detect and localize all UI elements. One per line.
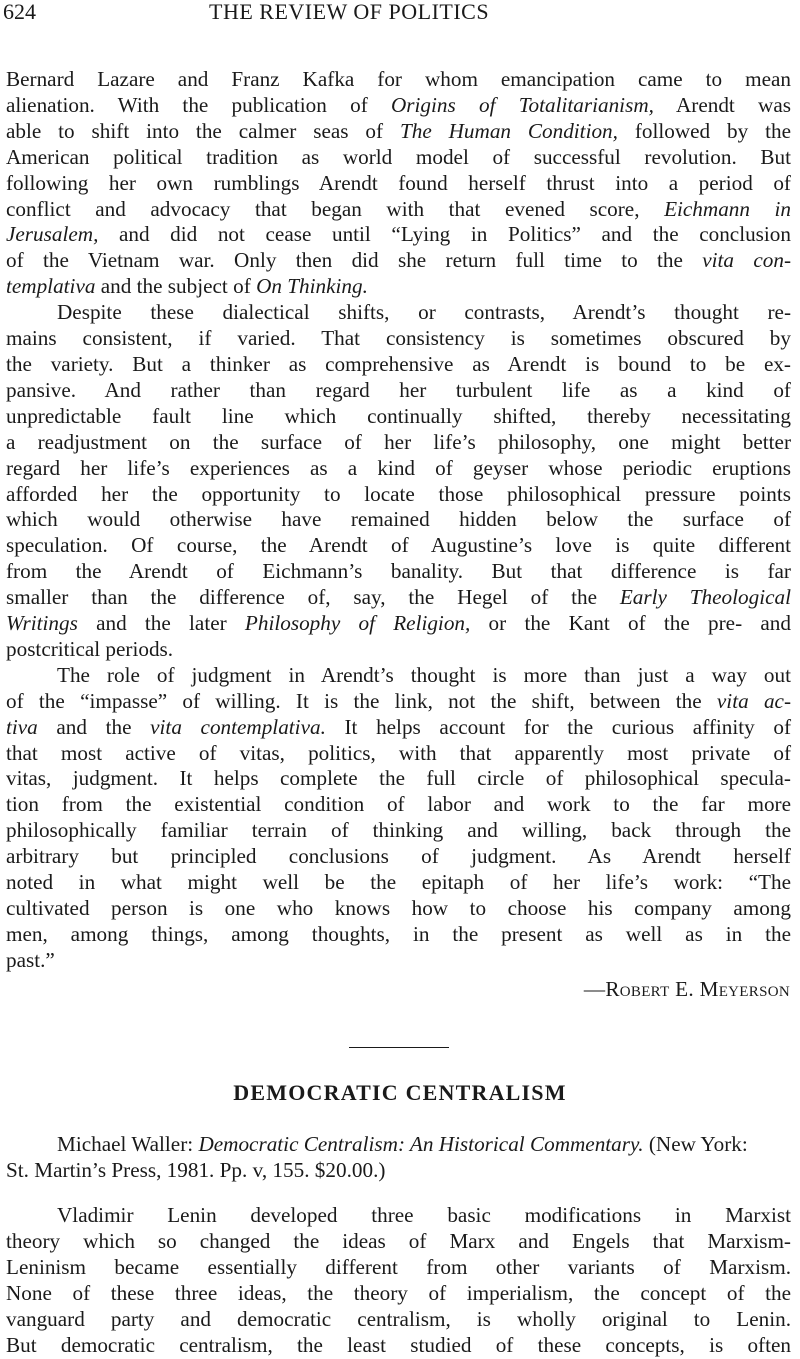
- paragraph: [6, 1203, 791, 1358]
- text-line: smaller than the difference of, say, the Hegel of the Early Theological: [6, 585, 791, 610]
- text-line: regard her life’s experiences as a kind of geyser whose periodic eruptions: [6, 455, 791, 480]
- text-line: vitas, judgment. It helps complete the full circle of philosophical specula-: [6, 766, 791, 791]
- text-line: pansive. And rather than regard her turbulent life as a kind of: [6, 377, 791, 402]
- text-line: Bernard Lazare and Franz Kafka for whom emancipation came to mean: [6, 67, 791, 91]
- section-title: DEMOCRATIC CENTRALISM: [233, 1080, 567, 1105]
- text-line: able to shift into the calmer seas of The Human Condition, followed by the: [6, 118, 791, 143]
- text-line: tiva and the vita contemplativa. It helps account for the curious affinity of: [6, 714, 792, 739]
- text-line: philosophically familiar terrain of thinking and willing, back through the: [6, 818, 791, 843]
- running-header: [3, 0, 795, 26]
- text-line: The role of judgment in Arendt’s thought is more than just a way out: [57, 662, 791, 687]
- paragraph: [6, 67, 791, 300]
- text-line: men, among things, among thoughts, in the present as well as in the: [6, 921, 791, 946]
- citation-line: St. Martin’s Press, 1981. Pp. v, 155. $20.00.): [6, 1158, 386, 1182]
- review-text: [6, 67, 791, 974]
- text-line: speculation. Of course, the Arendt of Augustine’s love is quite different: [6, 533, 791, 558]
- text-line: arbitrary but principled conclusions of judgment. As Arendt herself: [6, 844, 791, 869]
- text-line: Vladimir Lenin developed three basic modifications in Marxist: [57, 1203, 791, 1227]
- text-line: of the “impasse” of willing. It is the link, not the shift, between the vita ac-: [6, 688, 791, 713]
- text-line: cultivated person is one who knows how to choose his company among: [6, 896, 791, 920]
- text-line: postcritical periods.: [6, 636, 174, 661]
- journal-title: THE REVIEW OF POLITICS: [209, 0, 490, 24]
- text-line: unpredictable fault line which continually shifted, thereby necessitating: [6, 403, 791, 428]
- text-line: tion from the existential condition of labor and work to the far more: [6, 792, 791, 817]
- text-line: afforded her the opportunity to locate those philosophical pressure points: [6, 481, 791, 506]
- text-line: past.”: [6, 947, 55, 972]
- text-line: following her own rumblings Arendt found herself thrust into a period of: [6, 170, 791, 195]
- text-line: mains consistent, if varied. That consistency is sometimes obscured by: [6, 326, 791, 351]
- text-line: Leninism became essentially different from other variants of Marxism.: [6, 1254, 791, 1279]
- text-line: which would otherwise have remained hidden below the surface of: [6, 507, 791, 532]
- text-line: of the Vietnam war. Only then did she return full time to the vita con-: [6, 248, 791, 273]
- text-line: theory which so changed the ideas of Marx and Engels that Marxism-: [6, 1228, 791, 1253]
- text-line: Jerusalem, and did not cease until “Lying in Politics” and the conclusion: [6, 222, 791, 247]
- text-line: the variety. But a thinker as comprehensive as Arendt is bound to be ex-: [6, 351, 791, 376]
- text-line: alienation. With the publication of Origins of Totalitarianism, Arendt was: [6, 92, 792, 117]
- text-line: conflict and advocacy that began with that evened score, Eichmann in: [6, 196, 792, 221]
- paragraph: [6, 663, 791, 974]
- page-number: 624: [3, 0, 36, 24]
- text-line: American political tradition as world model of successful revolution. But: [6, 144, 791, 169]
- citation-line: Michael Waller: Democratic Centralism: An Historical Commentary. (New York:: [57, 1132, 748, 1156]
- text-line: None of these three ideas, the theory of imperialism, the concept of the: [6, 1280, 791, 1305]
- text-line: vanguard party and democratic centralism, is wholly original to Lenin.: [6, 1306, 791, 1331]
- text-line: that most active of vitas, politics, with that apparently most private of: [6, 740, 791, 765]
- text-line: Despite these dialectical shifts, or contrasts, Arendt’s thought re-: [57, 300, 791, 325]
- reviewer-signature: —Robert E. Meyerson: [583, 977, 790, 1001]
- text-line: noted in what might well be the epitaph of her life’s work: “The: [6, 870, 791, 895]
- text-line: Writings and the later Philosophy of Religion, or the Kant of the pre- and: [6, 611, 791, 636]
- review-text: [6, 1203, 791, 1358]
- text-line: But democratic centralism, the least studied of these concepts, is often: [6, 1332, 791, 1357]
- book-citation: [6, 1131, 791, 1183]
- text-line: from the Arendt of Eichmann’s banality. But that difference is far: [6, 559, 791, 584]
- paragraph: [6, 300, 791, 663]
- section-divider: [349, 1047, 449, 1048]
- text-line: a readjustment on the surface of her life’s philosophy, one might better: [6, 429, 791, 454]
- text-line: templativa and the subject of On Thinking.: [6, 274, 368, 299]
